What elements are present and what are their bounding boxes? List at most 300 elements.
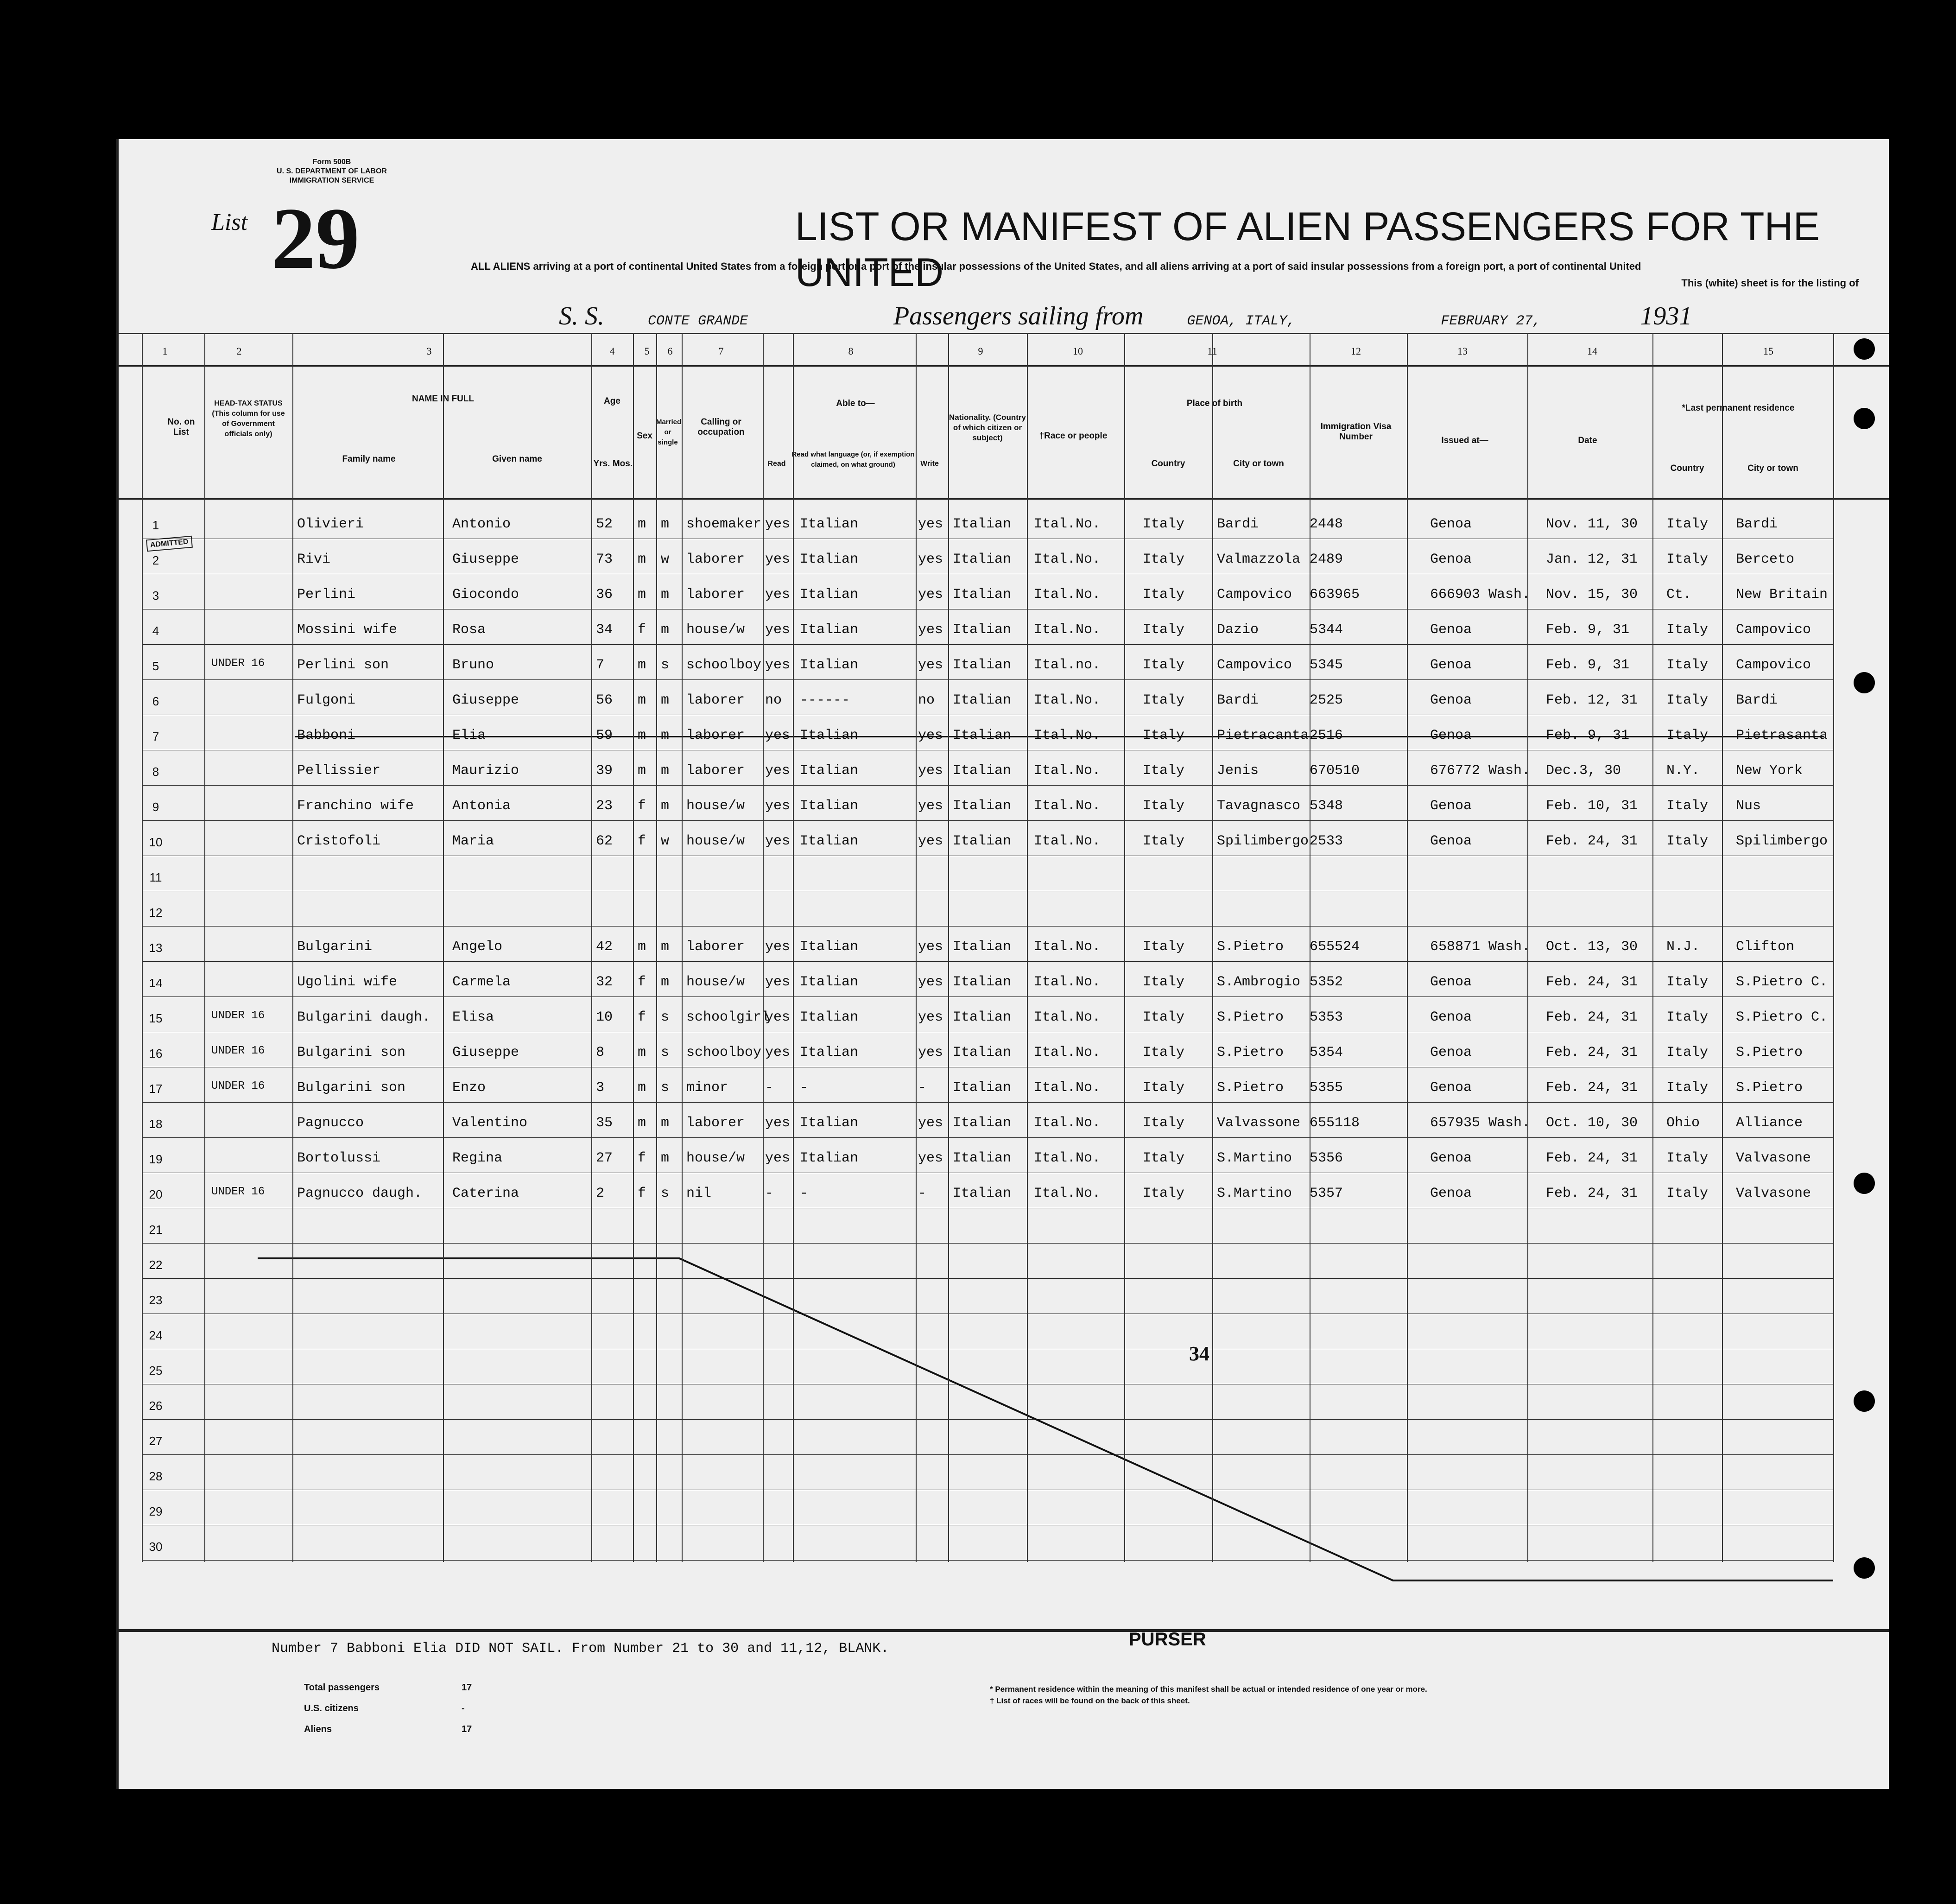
cell-nat: Italian [953, 1115, 1012, 1131]
footnote-races: † List of races will be found on the back of this sheet. [990, 1696, 1190, 1705]
cell-ms: m [661, 1115, 670, 1131]
cell-tax: UNDER 16 [211, 1080, 265, 1092]
cell-family: Pagnucco daugh. [297, 1186, 423, 1201]
ship-name: CONTE GRANDE [648, 313, 748, 329]
cell-nat: Italian [953, 939, 1012, 955]
header-no-on-list: No. on List [167, 417, 195, 437]
cell-country: Italy [1143, 763, 1185, 779]
cell-rcountry: Italy [1666, 833, 1709, 849]
cell-family: Perlini son [297, 657, 389, 673]
cell-write: - [918, 1186, 927, 1201]
cell-date: Feb. 24, 31 [1546, 833, 1638, 849]
cell-age: 27 [596, 1150, 613, 1166]
header-res-country: Country [1670, 463, 1704, 473]
cell-given: Valentino [452, 1115, 528, 1131]
cell-nat: Italian [953, 1009, 1012, 1025]
header-race: †Race or people [1039, 431, 1108, 441]
cell-ms: w [661, 552, 670, 567]
cell-sex: f [638, 798, 646, 814]
row-number: 30 [149, 1540, 163, 1554]
cell-occ: laborer [686, 692, 745, 708]
header-age: Age [604, 396, 620, 406]
row-number: 22 [149, 1258, 163, 1272]
column-divider [1027, 333, 1028, 1562]
cell-nat: Italian [953, 728, 1012, 743]
cell-rcity: Valvasone [1736, 1150, 1811, 1166]
column-divider [1722, 333, 1723, 1562]
cell-city: S.Pietro [1217, 1045, 1284, 1060]
cell-family: Pagnucco [297, 1115, 364, 1131]
row-number: 19 [149, 1152, 163, 1166]
sailing-year: 1931 [1640, 302, 1692, 330]
column-divider [1212, 333, 1213, 1562]
cell-given: Elia [452, 728, 486, 743]
total-passengers-label: Total passengers [304, 1682, 380, 1693]
footnote-residence: * Permanent residence within the meaning of this manifest shall be actual or intended residence of one year or more. [990, 1685, 1427, 1694]
cell-rcountry: Italy [1666, 516, 1709, 532]
cell-family: Fulgoni [297, 692, 356, 708]
cell-given: Enzo [452, 1080, 486, 1096]
header-married: Married or single [656, 418, 682, 446]
cell-lang: Italian [800, 622, 859, 638]
cell-tax: UNDER 16 [211, 1045, 265, 1057]
cell-lang: Italian [800, 798, 859, 814]
cell-nat: Italian [953, 1080, 1012, 1096]
cell-ms: s [661, 1009, 670, 1025]
cell-country: Italy [1143, 587, 1185, 603]
cell-read: yes [765, 552, 791, 567]
cell-sex: f [638, 1186, 646, 1201]
footer-note: Number 7 Babboni Elia DID NOT SAIL. From Number 21 to 30 and 11,12, BLANK. [272, 1641, 889, 1656]
cell-given: Giuseppe [452, 1045, 519, 1060]
cell-read: yes [765, 516, 791, 532]
cell-read: yes [765, 974, 791, 990]
cell-race: Ital.No. [1034, 692, 1101, 708]
cell-occ: laborer [686, 728, 745, 743]
cell-family: Bulgarini son [297, 1080, 406, 1096]
header-nationality: Nationality. (Country of which citizen or subject) [949, 413, 1026, 442]
cell-race: Ital.No. [1034, 622, 1101, 638]
cell-issued: Genoa [1430, 552, 1472, 567]
cell-sex: m [638, 587, 646, 603]
cell-read: yes [765, 763, 791, 779]
subtitle-2: This (white) sheet is for the listing of [1681, 277, 1859, 289]
cell-nat: Italian [953, 516, 1012, 532]
cell-city: Valvassone [1217, 1115, 1301, 1131]
cell-race: Ital.No. [1034, 1115, 1101, 1131]
cell-country: Italy [1143, 1186, 1185, 1201]
cell-write: yes [918, 763, 943, 779]
row-number: 6 [152, 694, 159, 708]
cell-family: Pellissier [297, 763, 381, 779]
header-last-residence: *Last permanent residence [1682, 403, 1795, 413]
cell-occ: laborer [686, 587, 745, 603]
footer-rule [119, 1629, 1889, 1632]
column-number: 4 [609, 345, 615, 357]
cell-rcity: S.Pietro C. [1736, 1009, 1828, 1025]
cell-age: 62 [596, 833, 613, 849]
cell-visa: 2516 [1310, 728, 1343, 743]
cell-rcity: Pietrasanta [1736, 728, 1828, 743]
column-divider [793, 333, 794, 1562]
cell-rcountry: Italy [1666, 1080, 1709, 1096]
cell-age: 10 [596, 1009, 613, 1025]
cell-date: Nov. 11, 30 [1546, 516, 1638, 532]
cell-rcity: Bardi [1736, 516, 1778, 532]
cell-rcity: Spilimbergo [1736, 833, 1828, 849]
list-label: List [211, 209, 248, 235]
cell-rcity: Bardi [1736, 692, 1778, 708]
cell-nat: Italian [953, 657, 1012, 673]
column-number: 15 [1763, 345, 1773, 357]
cell-date: Oct. 10, 30 [1546, 1115, 1638, 1131]
row-number: 11 [149, 870, 162, 884]
cell-sex: m [638, 516, 646, 532]
cell-date: Feb. 9, 31 [1546, 657, 1630, 673]
cell-city: Valmazzola [1217, 552, 1301, 567]
cell-race: Ital.No. [1034, 939, 1101, 955]
column-divider [916, 333, 917, 1562]
cell-rcity: Campovico [1736, 657, 1811, 673]
cell-rcity: Nus [1736, 798, 1761, 814]
column-number: 9 [978, 345, 983, 357]
cell-issued: Genoa [1430, 974, 1472, 990]
row-number: 7 [152, 730, 159, 743]
cell-date: Feb. 24, 31 [1546, 1009, 1638, 1025]
cell-read: yes [765, 798, 791, 814]
column-number: 10 [1073, 345, 1083, 357]
cell-sex: m [638, 552, 646, 567]
cell-country: Italy [1143, 516, 1185, 532]
cell-rcity: New Britain [1736, 587, 1828, 603]
cell-write: yes [918, 516, 943, 532]
cell-write: yes [918, 552, 943, 567]
cell-city: Bardi [1217, 692, 1259, 708]
cell-read: yes [765, 1045, 791, 1060]
cell-age: 34 [596, 622, 613, 638]
purser-label: PURSER [1129, 1629, 1206, 1650]
total-passengers-value: 17 [462, 1682, 472, 1693]
cell-age: 39 [596, 763, 613, 779]
punch-hole [1854, 1173, 1875, 1194]
cell-ms: s [661, 1045, 670, 1060]
cell-visa: 5355 [1310, 1080, 1343, 1096]
cell-nat: Italian [953, 763, 1012, 779]
cell-issued: Genoa [1430, 728, 1472, 743]
row-number: 9 [152, 800, 159, 814]
cell-lang: ------ [800, 692, 850, 708]
cell-rcity: S.Pietro [1736, 1045, 1803, 1060]
cell-occ: laborer [686, 763, 745, 779]
cell-city: Tavagnasco [1217, 798, 1301, 814]
cell-issued: Genoa [1430, 622, 1472, 638]
header-write: Write [920, 460, 939, 468]
cell-write: yes [918, 1009, 943, 1025]
column-number: 8 [848, 345, 854, 357]
cell-sex: f [638, 833, 646, 849]
cell-issued: Genoa [1430, 1009, 1472, 1025]
header-name-in-full: NAME IN FULL [411, 394, 475, 404]
cell-nat: Italian [953, 974, 1012, 990]
column-divider [1124, 333, 1125, 1562]
cell-race: Ital.No. [1034, 798, 1101, 814]
cell-lang: Italian [800, 587, 859, 603]
cell-occ: schoolboy [686, 657, 762, 673]
cell-read: - [765, 1080, 774, 1096]
punch-hole [1854, 408, 1875, 429]
cell-lang: Italian [800, 939, 859, 955]
cell-given: Bruno [452, 657, 494, 673]
cell-ms: m [661, 587, 670, 603]
cell-race: Ital.No. [1034, 1080, 1101, 1096]
header-able-to: Able to— [836, 399, 875, 408]
cell-rcity: Campovico [1736, 622, 1811, 638]
cell-issued: Genoa [1430, 692, 1472, 708]
cell-sex: f [638, 1009, 646, 1025]
column-divider [633, 333, 634, 1562]
cell-city: S.Martino [1217, 1186, 1292, 1201]
cell-country: Italy [1143, 1080, 1185, 1096]
cell-occ: laborer [686, 1115, 745, 1131]
row-number: 21 [149, 1223, 163, 1237]
cell-read: yes [765, 939, 791, 955]
header-head-tax: HEAD-TAX STATUS (This column for use of Government officials only) [212, 400, 285, 438]
cell-ms: m [661, 622, 670, 638]
header-yrs: Yrs. [593, 459, 610, 469]
row-number: 4 [152, 624, 159, 638]
cell-write: yes [918, 974, 943, 990]
cell-issued: 658871 Wash. [1430, 939, 1531, 955]
cell-age: 8 [596, 1045, 605, 1060]
cell-read: yes [765, 1009, 791, 1025]
cell-rcountry: Italy [1666, 974, 1709, 990]
cell-date: Feb. 24, 31 [1546, 1045, 1638, 1060]
cell-race: Ital.No. [1034, 763, 1101, 779]
cell-given: Rosa [452, 622, 486, 638]
cell-country: Italy [1143, 833, 1185, 849]
cell-country: Italy [1143, 552, 1185, 567]
cell-given: Antonia [452, 798, 511, 814]
row-number: 2 [152, 553, 159, 567]
column-number: 11 [1207, 345, 1217, 357]
cell-nat: Italian [953, 1045, 1012, 1060]
cell-write: yes [918, 939, 943, 955]
cell-age: 2 [596, 1186, 605, 1201]
cell-tax: UNDER 16 [211, 1009, 265, 1022]
cell-race: Ital.No. [1034, 516, 1101, 532]
cell-nat: Italian [953, 1186, 1012, 1201]
header-country: Country [1151, 459, 1185, 469]
column-number: 12 [1351, 345, 1361, 357]
cell-lang: Italian [800, 833, 859, 849]
cell-ms: m [661, 728, 670, 743]
cell-rcity: New York [1736, 763, 1803, 779]
header-read-language: Read what language (or, if exemption claimed, on what ground) [791, 451, 915, 469]
header-city: City or town [1233, 459, 1284, 469]
header-family-name: Family name [342, 454, 396, 464]
cell-given: Caterina [452, 1186, 519, 1201]
cell-country: Italy [1143, 1150, 1185, 1166]
cell-family: Bortolussi [297, 1150, 381, 1166]
cell-issued: Genoa [1430, 798, 1472, 814]
row-number: 25 [149, 1364, 163, 1377]
cell-city: Bardi [1217, 516, 1259, 532]
header-read: Read [767, 460, 786, 468]
cell-country: Italy [1143, 622, 1185, 638]
cell-occ: schoolgirl [686, 1009, 770, 1025]
cell-nat: Italian [953, 692, 1012, 708]
column-number: 2 [236, 345, 242, 357]
cell-rcountry: N.J. [1666, 939, 1700, 955]
cell-issued: 666903 Wash. [1430, 587, 1531, 603]
cell-rcountry: Italy [1666, 552, 1709, 567]
cell-lang: Italian [800, 1045, 859, 1060]
cell-country: Italy [1143, 692, 1185, 708]
cell-lang: Italian [800, 552, 859, 567]
cell-issued: Genoa [1430, 1186, 1472, 1201]
cell-write: yes [918, 833, 943, 849]
cell-rcountry: Italy [1666, 692, 1709, 708]
cell-age: 36 [596, 587, 613, 603]
cell-write: yes [918, 1115, 943, 1131]
header-issued-at: Issued at— [1441, 436, 1488, 445]
cell-given: Angelo [452, 939, 503, 955]
cell-date: Dec.3, 30 [1546, 763, 1621, 779]
cell-lang: - [800, 1186, 809, 1201]
cell-country: Italy [1143, 657, 1185, 673]
column-divider [1407, 333, 1408, 1562]
column-divider [142, 333, 143, 1562]
cell-rcity: S.Pietro [1736, 1080, 1803, 1096]
punch-hole [1854, 672, 1875, 693]
cell-occ: house/w [686, 622, 745, 638]
cell-country: Italy [1143, 798, 1185, 814]
column-divider [656, 333, 657, 1562]
cell-given: Elisa [452, 1009, 494, 1025]
cell-occ: house/w [686, 1150, 745, 1166]
cell-family: Babboni [297, 728, 356, 743]
cell-age: 23 [596, 798, 613, 814]
cell-lang: - [800, 1080, 809, 1096]
cell-visa: 670510 [1310, 763, 1360, 779]
column-number: 14 [1587, 345, 1597, 357]
row-number: 16 [149, 1047, 163, 1060]
cell-age: 56 [596, 692, 613, 708]
column-divider [1652, 333, 1653, 1562]
cell-ms: w [661, 833, 670, 849]
cell-country: Italy [1143, 974, 1185, 990]
cell-occ: shoemaker [686, 516, 762, 532]
us-citizens-label: U.S. citizens [304, 1703, 359, 1714]
cell-race: Ital.No. [1034, 587, 1101, 603]
cell-ms: m [661, 974, 670, 990]
cell-lang: Italian [800, 974, 859, 990]
cell-country: Italy [1143, 1115, 1185, 1131]
column-divider [443, 333, 444, 1562]
cell-date: Feb. 24, 31 [1546, 1150, 1638, 1166]
cell-visa: 5345 [1310, 657, 1343, 673]
cell-race: Ital.No. [1034, 974, 1101, 990]
cell-city: Campovico [1217, 587, 1292, 603]
cell-date: Feb. 24, 31 [1546, 974, 1638, 990]
cell-lang: Italian [800, 657, 859, 673]
row-number: 3 [152, 589, 159, 603]
cell-read: yes [765, 728, 791, 743]
cell-visa: 5344 [1310, 622, 1343, 638]
cell-nat: Italian [953, 833, 1012, 849]
cell-ms: m [661, 763, 670, 779]
cell-rcity: Alliance [1736, 1115, 1803, 1131]
cell-visa: 2533 [1310, 833, 1343, 849]
header-res-city: City or town [1747, 463, 1798, 473]
cell-family: Perlini [297, 587, 356, 603]
cell-sex: m [638, 657, 646, 673]
header-sex: Sex [637, 431, 652, 441]
cell-city: Campovico [1217, 657, 1292, 673]
cell-given: Maria [452, 833, 494, 849]
cell-issued: Genoa [1430, 833, 1472, 849]
cell-sex: m [638, 939, 646, 955]
cell-ms: m [661, 1150, 670, 1166]
cell-issued: Genoa [1430, 657, 1472, 673]
cell-read: yes [765, 587, 791, 603]
cell-write: yes [918, 657, 943, 673]
row-number: 29 [149, 1504, 163, 1518]
cell-lang: Italian [800, 516, 859, 532]
cell-ms: s [661, 657, 670, 673]
row-number: 14 [149, 976, 163, 990]
cell-ms: s [661, 1080, 670, 1096]
cell-occ: house/w [686, 798, 745, 814]
sailing-label: Passengers sailing from [893, 302, 1144, 330]
cell-city: S.Ambrogio [1217, 974, 1301, 990]
cell-rcity: Berceto [1736, 552, 1795, 567]
cell-family: Rivi [297, 552, 331, 567]
cell-read: no [765, 692, 782, 708]
cell-visa: 5348 [1310, 798, 1343, 814]
cell-write: yes [918, 1045, 943, 1060]
cell-race: Ital.No. [1034, 1009, 1101, 1025]
cell-city: S.Pietro [1217, 1009, 1284, 1025]
cell-city: Jenis [1217, 763, 1259, 779]
cell-family: Mossini wife [297, 622, 398, 638]
cell-occ: house/w [686, 974, 745, 990]
cell-nat: Italian [953, 1150, 1012, 1166]
blank-rows-line [119, 139, 1889, 1789]
cell-date: Feb. 9, 31 [1546, 728, 1630, 743]
row-number: 1 [152, 518, 159, 532]
header-place-of-birth: Place of birth [1186, 399, 1243, 408]
cell-given: Giuseppe [452, 552, 519, 567]
cell-write: yes [918, 1150, 943, 1166]
cell-given: Giuseppe [452, 692, 519, 708]
cell-given: Regina [452, 1150, 503, 1166]
cell-sex: m [638, 763, 646, 779]
cell-rcountry: Italy [1666, 1009, 1709, 1025]
column-divider [948, 333, 949, 1562]
column-divider [682, 333, 683, 1562]
cell-city: Dazio [1217, 622, 1259, 638]
cell-date: Feb. 24, 31 [1546, 1186, 1638, 1201]
cell-rcountry: N.Y. [1666, 763, 1700, 779]
row-number: 15 [149, 1011, 163, 1025]
cell-write: yes [918, 728, 943, 743]
cell-ms: m [661, 516, 670, 532]
punch-hole [1854, 338, 1875, 360]
cell-rcity: Clifton [1736, 939, 1795, 955]
row-number: 8 [152, 765, 159, 779]
cell-country: Italy [1143, 728, 1185, 743]
